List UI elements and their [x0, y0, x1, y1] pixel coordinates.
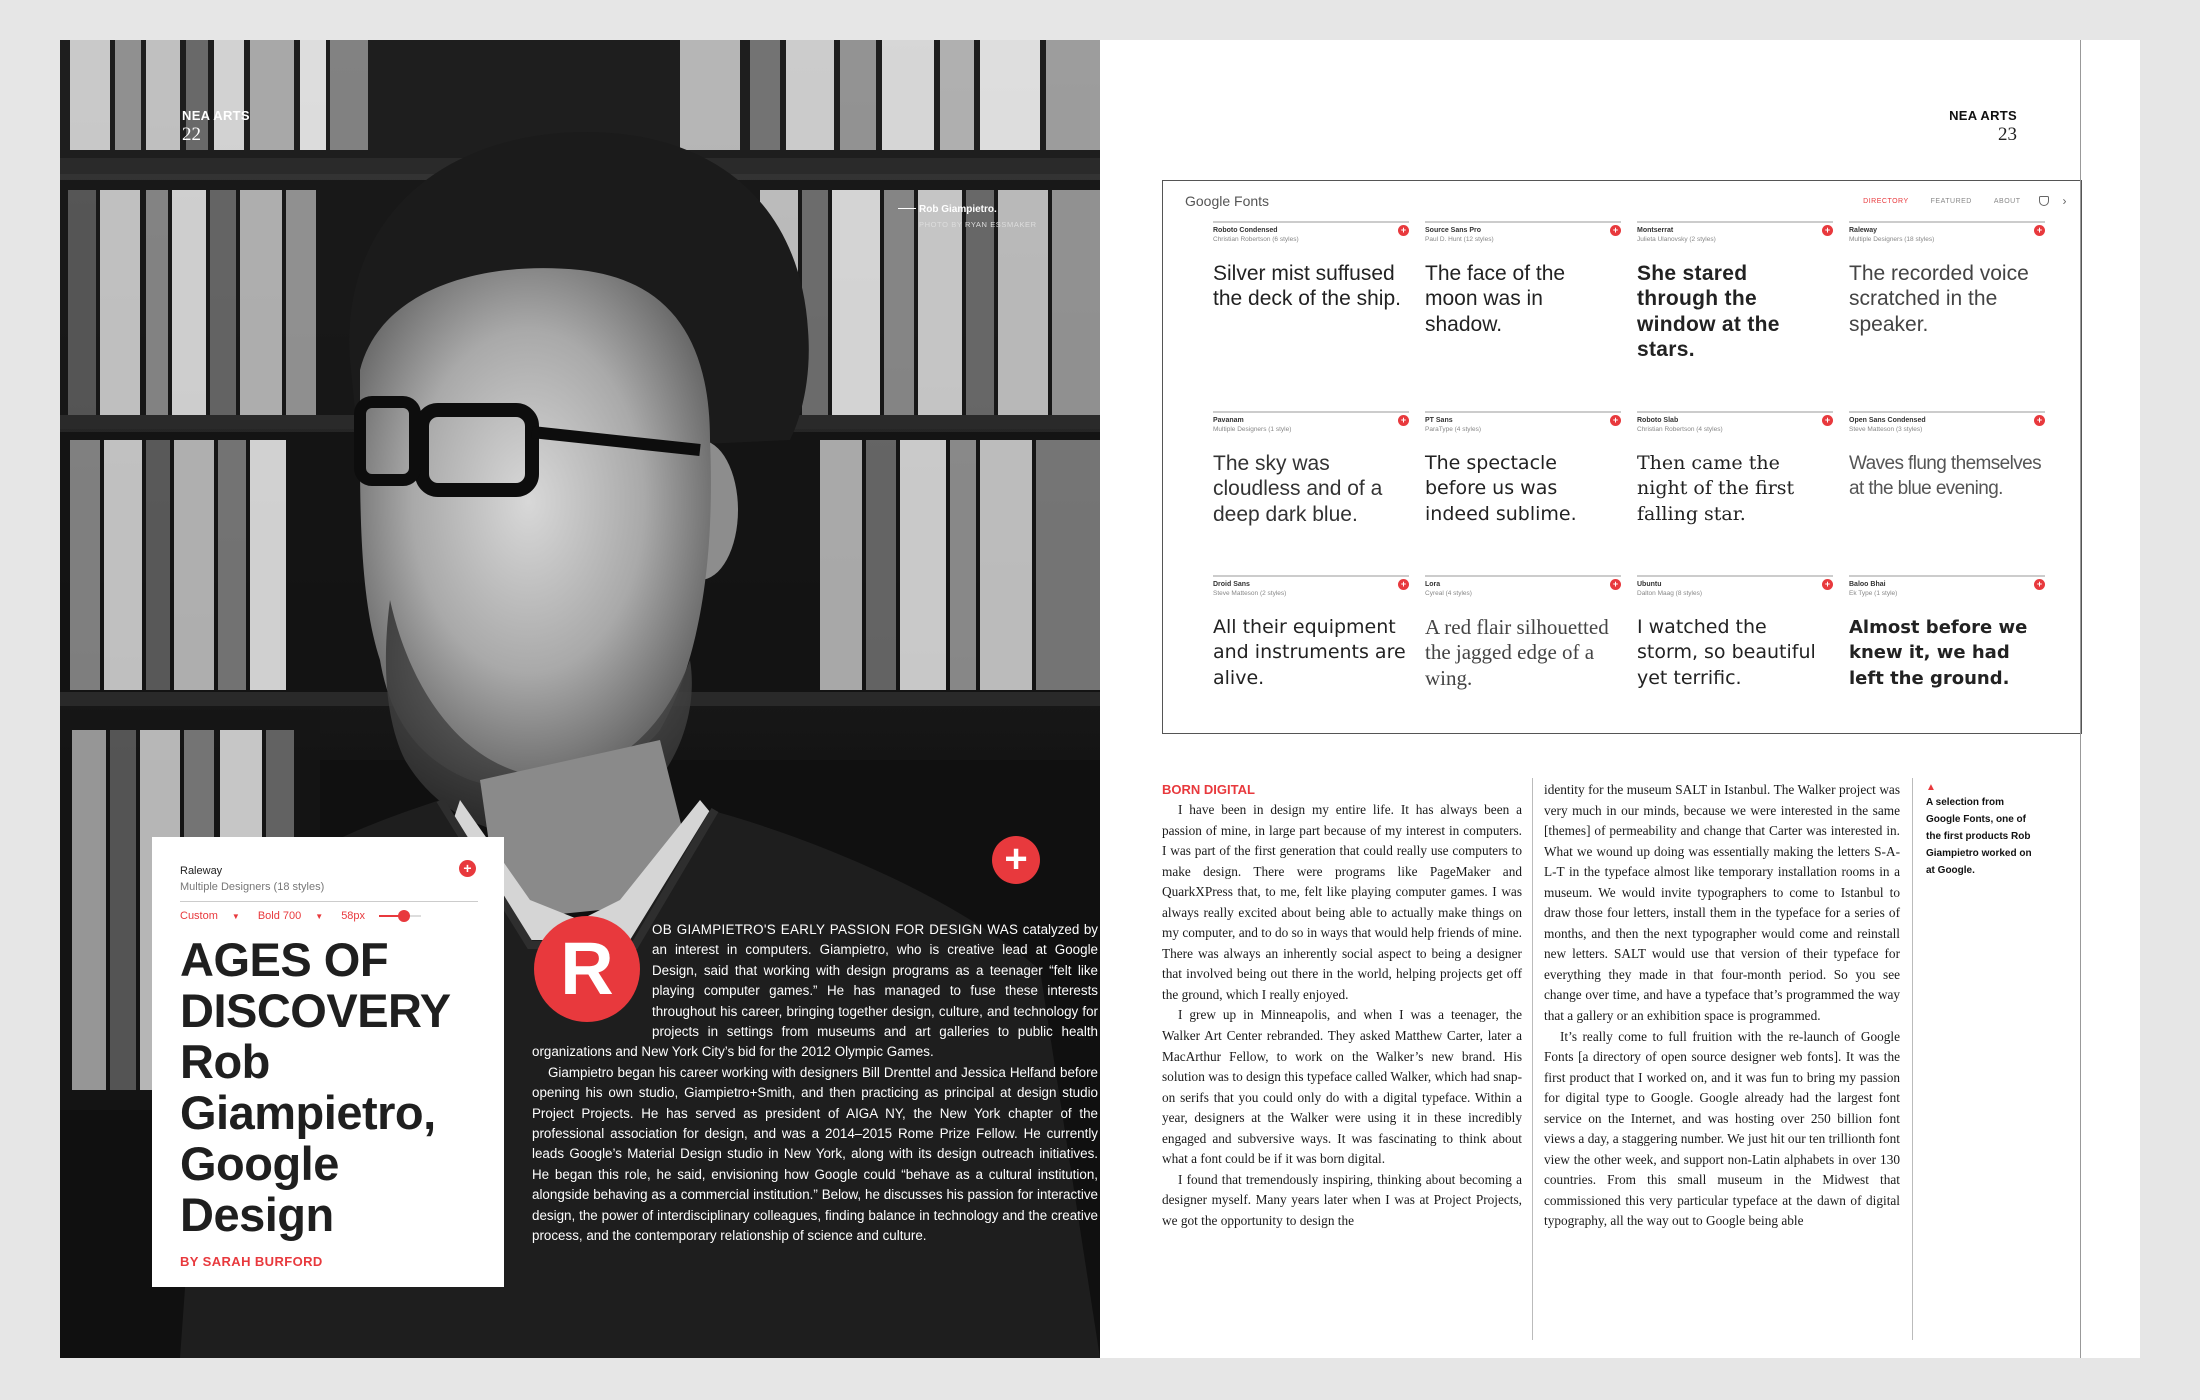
column-divider — [1912, 778, 1913, 1340]
card-sample-text: The face of the moon was in shadow. — [1425, 261, 1566, 336]
card-sample-text: A red flair silhouetted the jagged edge of a wing. — [1425, 614, 1609, 690]
title-card — [152, 837, 504, 1287]
card-sample-text: The recorded voice scratched in the speaker. — [1849, 261, 2029, 336]
article-paragraph: identity for the museum SALT in Istanbul. The Walker project was very much in our minds, because we were interested in the same [themes] of permeability and change that Carter was interested in. What we wound up doing was essentially making the letters S-A-L-T in the typeface almost like temporary installation rooms in a museum. We would invite typographers to come to Istanbul to draw those four letters, install them in the typeface for a series of months, and then the next typographer would come and reinstall new letters. SALT would use that version of their typeface for everything they made in that four-month period. So you see change over time, and have a typeface that’s programmed the way that a gallery or an exhibition space is programmed. — [1544, 782, 1900, 1024]
card-sample-text: The spectacle before us was indeed sublime. — [1425, 451, 1577, 525]
add-font-icon[interactable]: + — [2034, 579, 2045, 590]
add-font-icon[interactable]: + — [1610, 225, 1621, 236]
nav-directory: DIRECTORY — [1863, 197, 1909, 205]
add-font-icon[interactable]: + — [2034, 225, 2045, 236]
card-font-name: Baloo Bhai — [1849, 580, 1886, 588]
font-controls — [180, 910, 478, 922]
intro-paragraph-1: catalyzed by an interest in computers. Giampietro, who is creative lead at Google Design, said that working with design programs as a teenager “felt like playing computer games.” He has managed to fuse these interests throughout his career, bringing together design, culture, and technology for projects in settings from museums and art galleries to public health organizations and New York City’s bid for the 2012 Olympic Games. — [532, 922, 1098, 1060]
running-head: NEA ARTS — [182, 108, 250, 123]
card-font-designer: Steve Matteson (3 styles) — [1849, 425, 1923, 433]
font-card[interactable] — [1637, 221, 1833, 363]
font-card[interactable] — [1425, 221, 1621, 337]
add-font-icon: + — [459, 860, 476, 877]
size-label: 58px — [341, 910, 366, 922]
card-font-name: Montserrat — [1637, 226, 1674, 234]
card-divider — [1849, 221, 2045, 223]
card-font-designer: Multiple Designers (1 style) — [1213, 425, 1292, 433]
drop-cap: R — [534, 916, 640, 1022]
card-sample-text: Waves flung themselves at the blue evening. — [1849, 452, 2042, 499]
card-font-name: Ubuntu — [1637, 580, 1662, 588]
right-page — [1100, 40, 2140, 1358]
add-font-icon[interactable]: + — [1610, 579, 1621, 590]
card-sample-text: The sky was cloudless and of a deep dark blue. — [1213, 451, 1383, 526]
column-divider — [1532, 778, 1533, 1340]
card-sample-text: She stared through the window at the stars. — [1637, 261, 1780, 361]
size-slider-knob — [398, 910, 410, 922]
card-font-designer: Steve Matteson (2 styles) — [1213, 589, 1287, 597]
card-sample-text: Almost before we knew it, we had left the ground. — [1849, 616, 2028, 689]
card-divider — [1425, 575, 1621, 577]
card-font-designer: Ek Type (1 style) — [1849, 589, 1898, 597]
font-card[interactable] — [1637, 575, 1833, 691]
card-sample-text: I watched the storm, so beautiful yet terrific. — [1637, 615, 1816, 689]
card-font-name: PT Sans — [1425, 416, 1453, 424]
page-edge — [2080, 40, 2081, 1358]
font-card[interactable] — [1213, 411, 1409, 527]
add-font-icon[interactable]: + — [1398, 225, 1409, 236]
google-fonts-screenshot — [1162, 180, 2082, 734]
add-font-icon[interactable]: + — [1398, 415, 1409, 426]
add-font-icon[interactable]: + — [1822, 415, 1833, 426]
card-font-designer: Multiple Designers (18 styles) — [1849, 235, 1935, 243]
weight-select-label: Bold 700 — [257, 910, 302, 922]
photo-credit: PHOTO BY RYAN ESSMAKER — [919, 220, 1037, 229]
card-font-name: Roboto Slab — [1637, 416, 1679, 424]
article-column-1 — [1162, 780, 1522, 1231]
add-font-icon[interactable]: + — [1610, 415, 1621, 426]
font-card[interactable] — [1425, 575, 1621, 691]
photo-caption — [919, 204, 1037, 229]
caption-name: Rob Giampietro. — [919, 204, 997, 215]
sidebar-caption — [1926, 782, 2036, 879]
nav-about: ABOUT — [1993, 197, 2021, 205]
card-divider — [1213, 411, 1409, 413]
divider — [180, 901, 478, 902]
intro-lead: OB GIAMPIETRO'S EARLY PASSION FOR DESIGN WAS — [652, 922, 1019, 937]
article-paragraph: I have been in design my entire life. It has always been a passion of mine, in large part because of my interest in computers. I was part of the first generation that could really use computers to make design. There were programs like PageMaker and QuarkXPress that, to me, felt like playing computer games. I was always really excited about being able to actually make things on my computer, and to do so in ways that would help friends of mine. There was always an inherently social aspect to being a designer that involved being out there in the world, helping projects get off the ground, which I really enjoyed. — [1162, 802, 1522, 1002]
title-card-font-designers: Multiple Designers (18 styles) — [180, 881, 325, 893]
article-paragraph: I grew up in Minneapolis, and when I was a teenager, the Walker Art Center rebranded. They asked Matthew Carter, later a MacArthur Fellow, to work on the Walker’s new brand. His solution was to design this typeface called Walker, which had snap-on serifs that you could only do with a digital typeface. Within a year, designers at the Walker were using it in these incredibly engaged and subversive ways. It was fascinating to think about what a font could be if it was born digital. — [1162, 1007, 1522, 1167]
google-fonts-logo: Google Fonts — [1185, 193, 1270, 209]
card-divider — [1425, 221, 1621, 223]
nav-featured: FEATURED — [1930, 197, 1972, 205]
card-font-designer: Christian Robertson (4 styles) — [1637, 425, 1723, 433]
google-fonts-nav — [1841, 194, 2067, 208]
card-font-designer: Christian Robertson (6 styles) — [1213, 235, 1299, 243]
add-font-icon[interactable]: + — [2034, 415, 2045, 426]
font-card[interactable] — [1849, 575, 2045, 691]
plus-icon: + — [992, 836, 1040, 884]
card-font-name: Pavanam — [1213, 416, 1244, 424]
title-card-font-name: Raleway — [180, 865, 223, 877]
font-card[interactable] — [1849, 411, 2045, 502]
article-column-2 — [1544, 780, 1900, 1232]
sidebar-caption-text: A selection from Google Fonts, one of the first products Rob Giampietro worked on at Google. — [1926, 797, 2032, 876]
page-number: 22 — [182, 124, 201, 145]
left-page — [60, 40, 1100, 1358]
card-font-designer: Cyreal (4 styles) — [1425, 589, 1472, 597]
card-font-name: Roboto Condensed — [1213, 226, 1278, 234]
card-sample-text: Silver mist suffused the deck of the ship. — [1213, 261, 1401, 310]
font-card[interactable] — [1637, 411, 1833, 527]
card-font-name: Raleway — [1849, 226, 1878, 234]
card-divider — [1425, 411, 1621, 413]
size-slider — [379, 915, 421, 917]
caption-leader-line — [898, 208, 916, 209]
card-sample-text: All their equipment and instruments are alive. — [1213, 615, 1406, 689]
font-card[interactable] — [1213, 575, 1409, 691]
card-divider — [1637, 221, 1833, 223]
card-sample-text: Then came the night of the first falling star. — [1637, 451, 1795, 525]
card-font-designer: Paul D. Hunt (12 styles) — [1425, 235, 1494, 243]
intro-text — [532, 920, 1098, 1247]
card-font-designer: Julieta Ulanovsky (2 styles) — [1637, 235, 1716, 243]
card-divider — [1637, 411, 1833, 413]
card-divider — [1849, 411, 2045, 413]
google-fonts-header — [1163, 181, 2081, 221]
font-card[interactable] — [1425, 411, 1621, 527]
font-card[interactable] — [1213, 221, 1409, 312]
chevron-down-icon: ▼ — [315, 911, 324, 921]
card-font-designer: ParaType (4 styles) — [1425, 425, 1481, 433]
card-font-name: Lora — [1425, 580, 1441, 588]
chevron-down-icon: ▼ — [231, 911, 240, 921]
page-number: 23 — [1998, 124, 2017, 145]
section-heading: BORN DIGITAL — [1162, 782, 1255, 797]
card-font-name: Droid Sans — [1213, 580, 1250, 588]
card-divider — [1637, 575, 1833, 577]
font-card[interactable] — [1849, 221, 2045, 337]
card-font-name: Open Sans Condensed — [1849, 416, 1926, 424]
card-font-name: Source Sans Pro — [1425, 226, 1482, 234]
byline: BY SARAH BURFORD — [180, 1254, 323, 1269]
paint-bucket-icon — [2039, 196, 2049, 206]
card-divider — [1849, 575, 2045, 577]
running-head: NEA ARTS — [1949, 108, 2017, 123]
add-font-icon[interactable]: + — [1822, 579, 1833, 590]
chevron-right-icon: › — [2062, 194, 2067, 208]
article-paragraph: I found that tremendously inspiring, thinking about becoming a designer myself. Many years later when I was at Project Projects, we got the opportunity to design the — [1162, 1171, 1522, 1228]
card-font-designer: Dalton Maag (8 styles) — [1637, 589, 1703, 597]
add-font-icon[interactable]: + — [1398, 579, 1409, 590]
custom-select-label: Custom — [180, 910, 218, 922]
article-paragraph: It’s really come to full fruition with the re-launch of Google Fonts [a directory of open source designer web fonts]. It was the first product that I worked on, and it was fun to bring my passion for digital type to Google. Google already had the largest font service on the Internet, and was hosting over 250 billion font views a day, a staggering number. We just hit our ten trillionth font view the other week, and support non-Latin alphabets in over 130 countries. From this small museum in the Midwest that commissioned this very particular typeface at the dawn of digital typography, all the way out to Google being able — [1544, 1028, 1900, 1229]
card-divider — [1213, 221, 1409, 223]
intro-paragraph-2: Giampietro began his career working with designers Bill Drenttel and Jessica Helfand before opening his own studio, Giampietro+Smith, and then practicing as principal at design studio Project Projects. He has served as president of AIGA NY, the New York chapter of the professional association for design, and was a 2014–2015 Rome Prize Fellow. He currently leads Google’s Material Design studio in New York, along with its design outreach initiatives. He began this role, he said, envisioning how Google could “behave as a cultural institution, alongside behaving as a commercial institution.” Below, he discusses his passion for interactive design, the power of interdisciplinary colleagues, finding balance in technology and the creative process, and the contemporary relationship of science and culture. — [532, 1064, 1098, 1244]
article-title: AGES OF DISCOVERY Rob Giampietro, Google Design — [180, 933, 450, 1241]
card-divider — [1213, 575, 1409, 577]
triangle-up-icon: ▲ — [1926, 782, 1936, 793]
add-font-icon[interactable]: + — [1822, 225, 1833, 236]
